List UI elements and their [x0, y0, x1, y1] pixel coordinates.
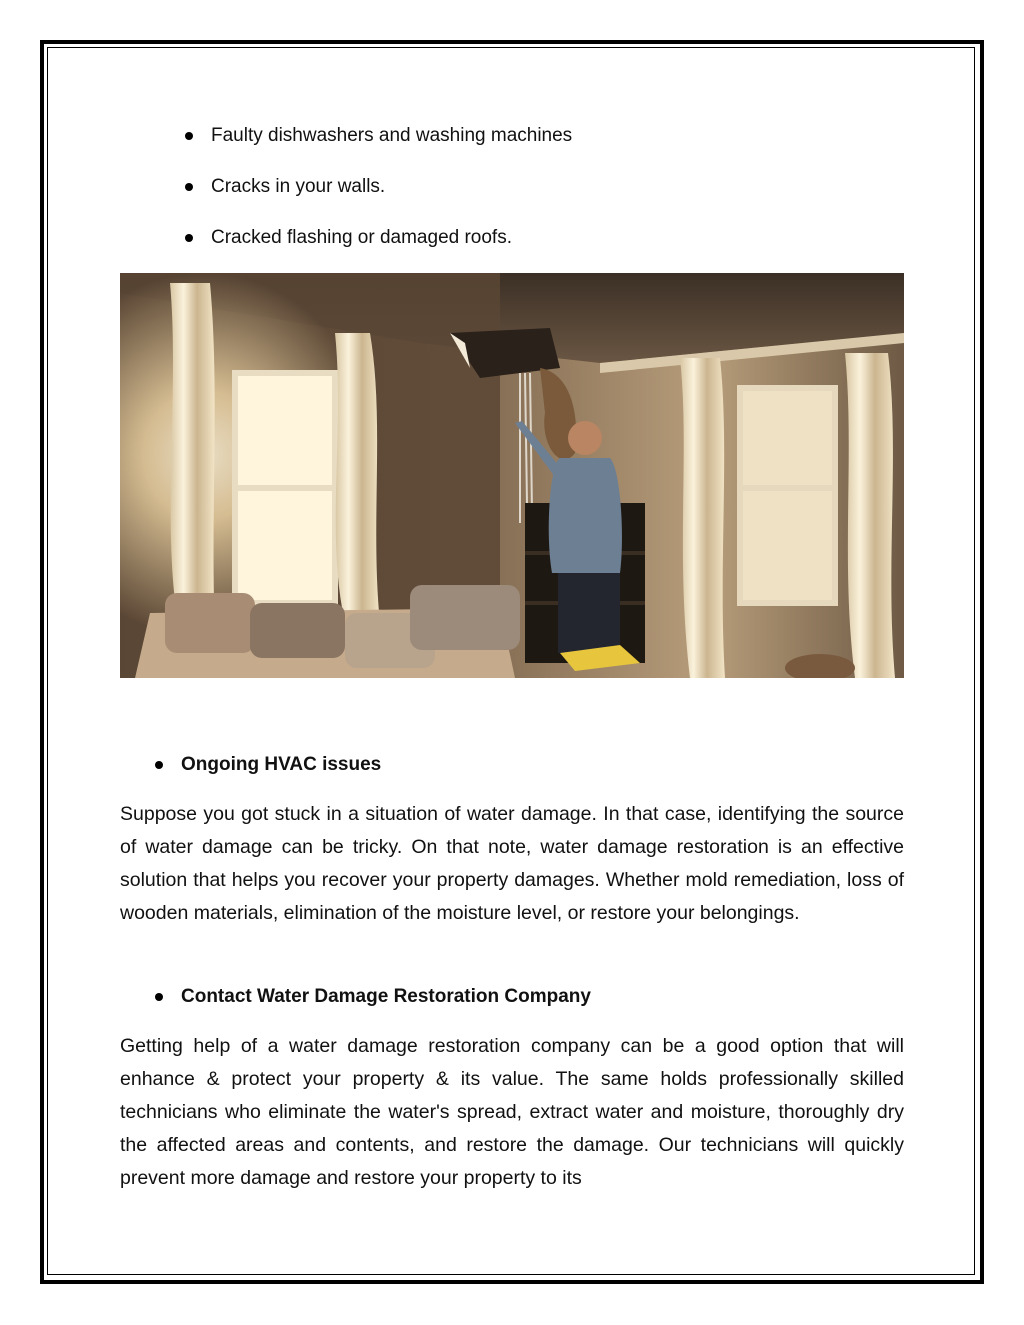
list-item-text: Faulty dishwashers and washing machines	[211, 125, 573, 146]
list-item	[211, 226, 572, 250]
cause-list	[211, 124, 572, 277]
section-heading-text: Contact Water Damage Restoration Company	[181, 986, 591, 1007]
bullet-icon	[185, 183, 193, 191]
list-item	[211, 175, 572, 199]
list-item-text: Cracked flashing or damaged roofs.	[211, 227, 512, 248]
bullet-icon	[155, 993, 163, 1001]
bullet-icon	[185, 234, 193, 242]
section-heading-hvac	[181, 753, 381, 777]
paragraph-restoration-company: Getting help of a water damage restoration company can be a good option that will enhance & protect your property & its value. The same holds professionally skilled technicians who eliminate the water's spread, extract water and moisture, thoroughly dry the affected areas and contents, and restore the damage. Our technicians will quickly prevent more damage and restore your property to its	[120, 1035, 904, 1189]
bullet-icon	[155, 761, 163, 769]
paragraph-water-damage: Suppose you got stuck in a situation of water damage. In that case, identifying the source of water damage can be tricky. On that note, water damage restoration is an effective solution that helps you recover your property damages. Whether mold remediation, loss of wooden materials, elimination of the moisture level, or restore your belongings.	[120, 803, 904, 924]
section-heading-contact	[181, 985, 591, 1009]
section-heading-text: Ongoing HVAC issues	[181, 754, 382, 775]
bullet-icon	[185, 132, 193, 140]
list-item	[211, 124, 572, 148]
water-damage-room-photo	[120, 273, 904, 678]
list-item-text: Cracks in your walls.	[211, 176, 386, 197]
